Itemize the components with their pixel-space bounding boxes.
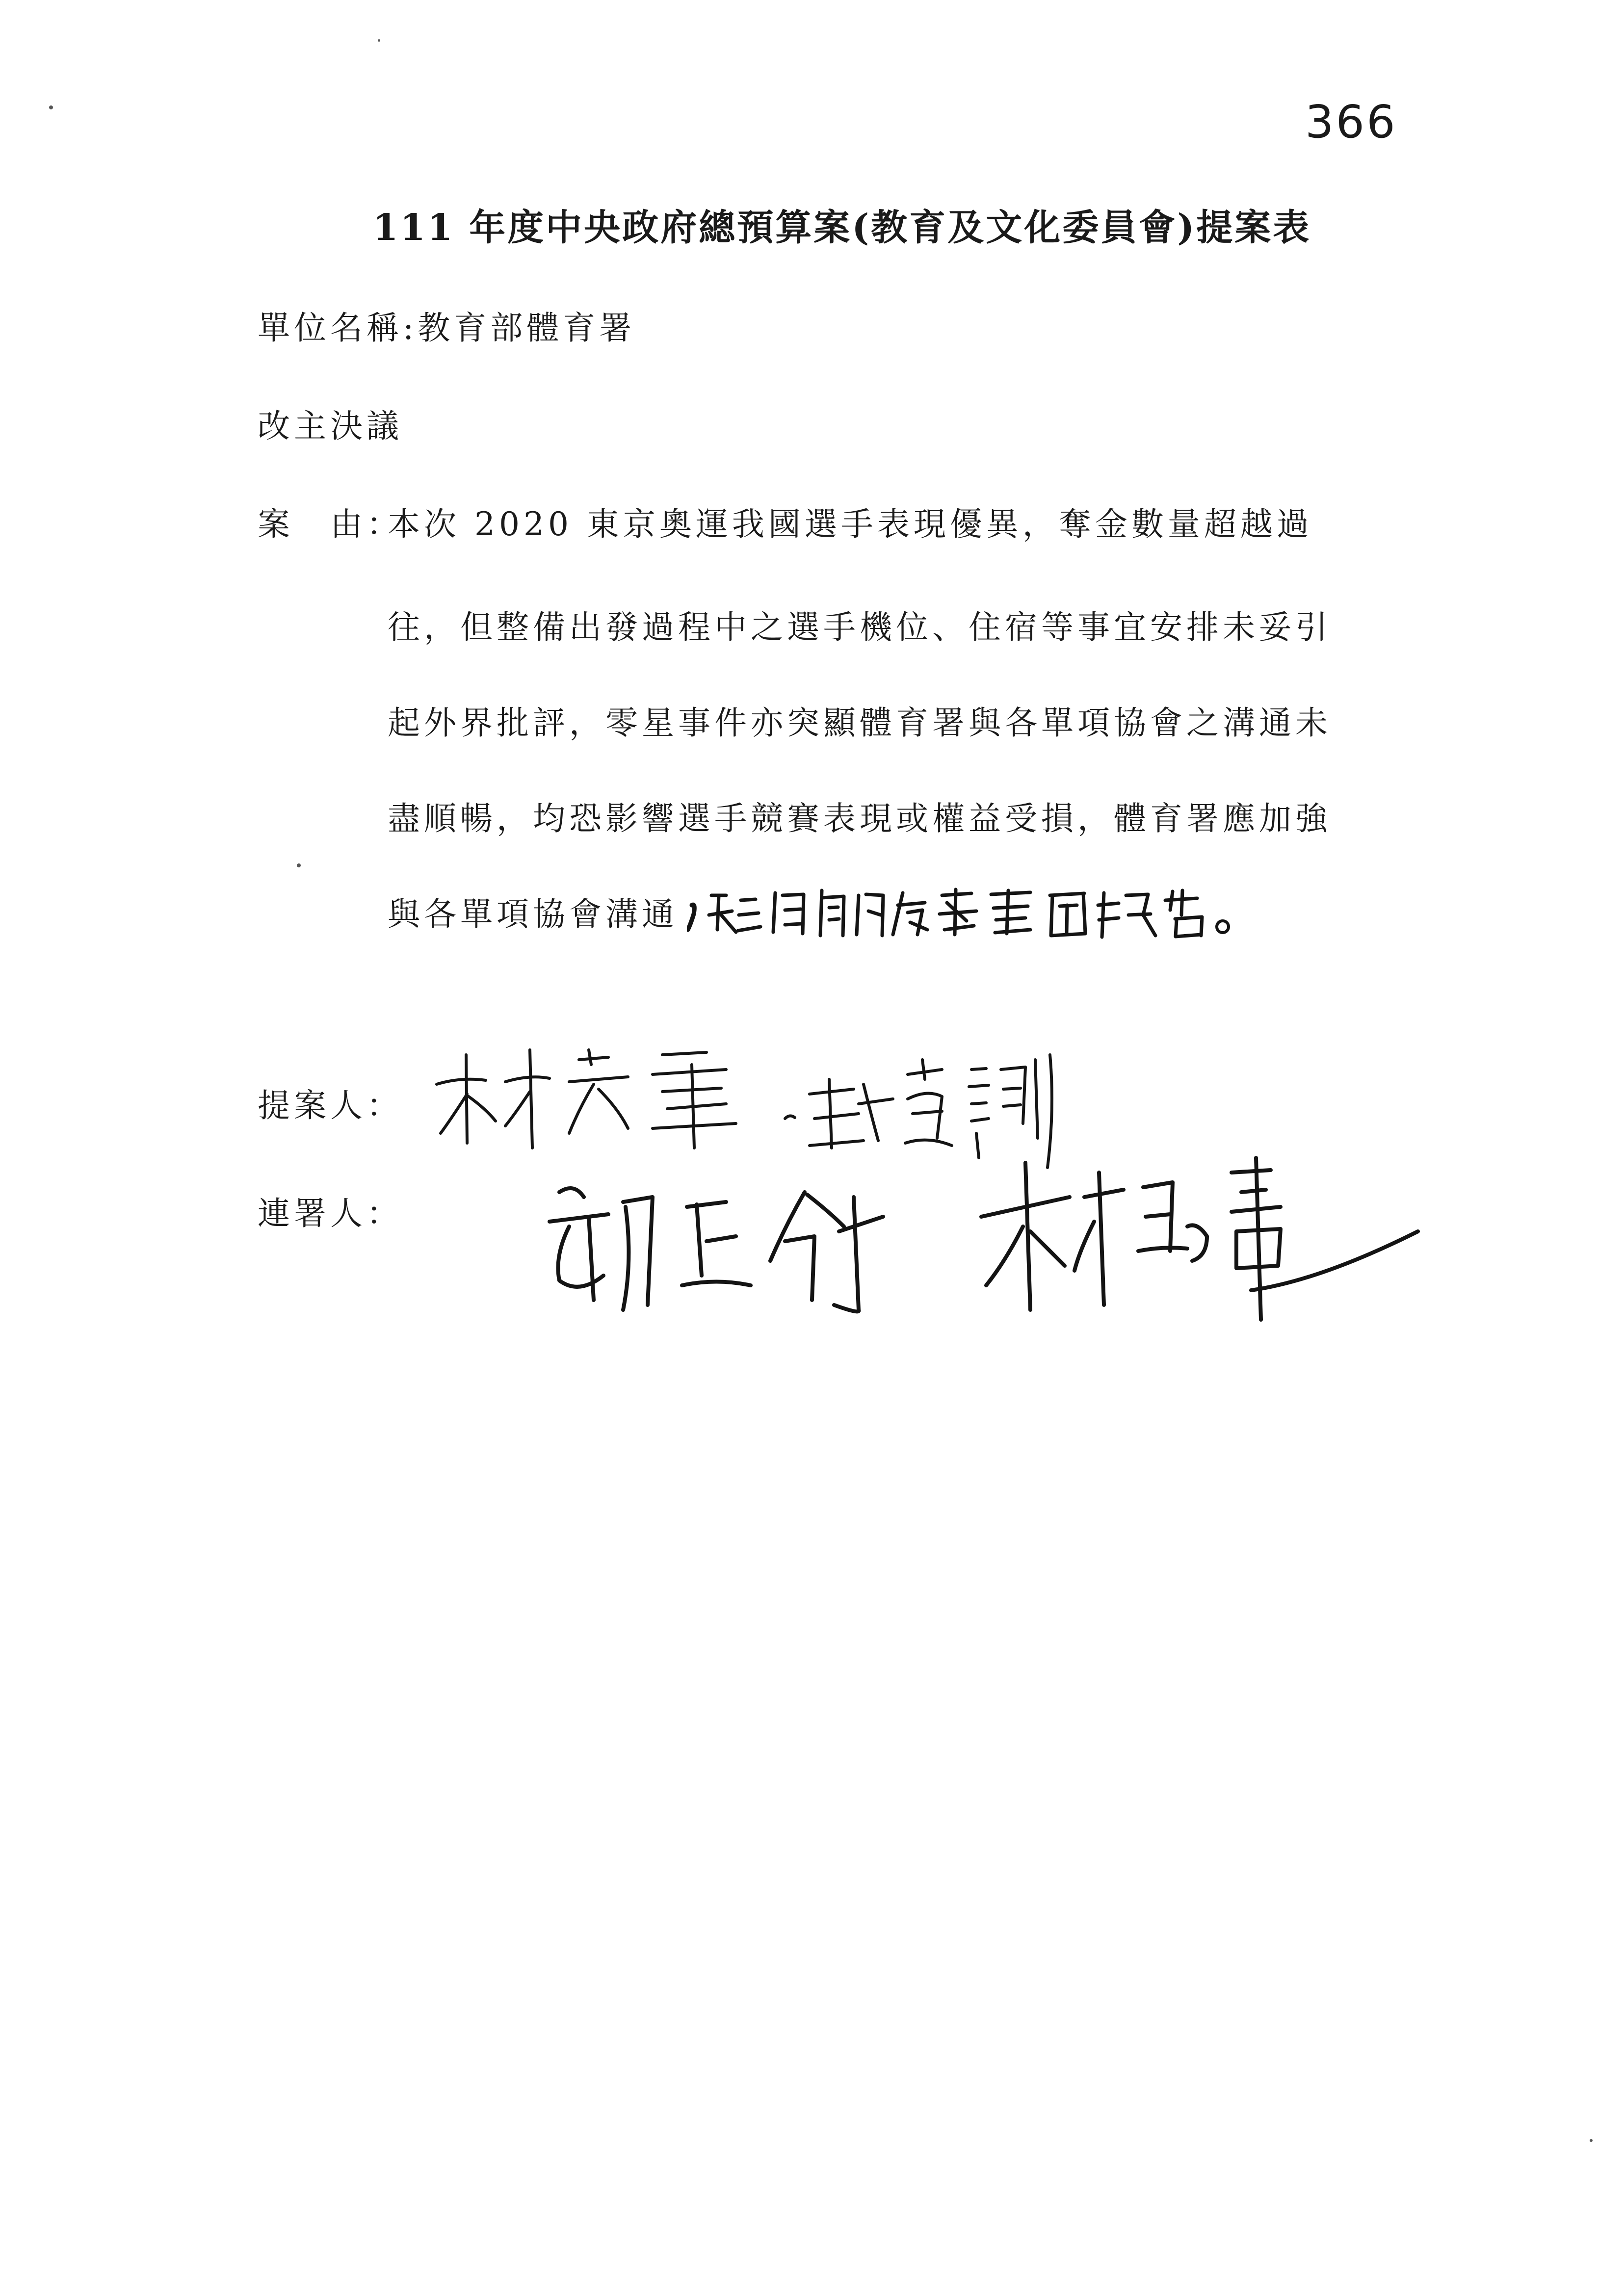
proposer-signature-1 <box>432 1035 775 1163</box>
cosigner-signature-2 <box>976 1143 1442 1339</box>
scan-speck <box>297 863 301 867</box>
unit-name: 單位名稱:教育部體育署 <box>258 309 636 347</box>
resolution-type: 改主決議 <box>258 407 403 445</box>
reason-line-2: 往，但整備出發過程中之選手機位、住宿等事宜安排未妥引 <box>388 608 1332 646</box>
document-title: 111 年度中央政府總預算案(教育及文化委員會)提案表 <box>373 207 1311 249</box>
reason-label: 案 由： <box>258 505 403 543</box>
handwritten-addition <box>687 876 1236 944</box>
reason-line-4: 盡順暢，均恐影響選手競賽表現或權益受損，體育署應加強 <box>388 800 1332 837</box>
scan-speck <box>1590 2139 1593 2142</box>
cosigner-label: 連署人： <box>258 1195 403 1232</box>
reason-line-5: 與各單項協會溝通 <box>388 895 678 933</box>
reason-line-1: 本次 2020 東京奧運我國選手表現優異，奪金數量超越過 <box>388 505 1313 543</box>
page-number: 366 <box>1305 96 1397 148</box>
scan-speck <box>49 105 53 109</box>
cosigner-signature-1 <box>540 1163 971 1320</box>
proposer-label: 提案人： <box>258 1087 403 1124</box>
scan-speck <box>378 39 380 42</box>
reason-line-3: 起外界批評，零星事件亦突顯體育署與各單項協會之溝通未 <box>388 704 1332 742</box>
